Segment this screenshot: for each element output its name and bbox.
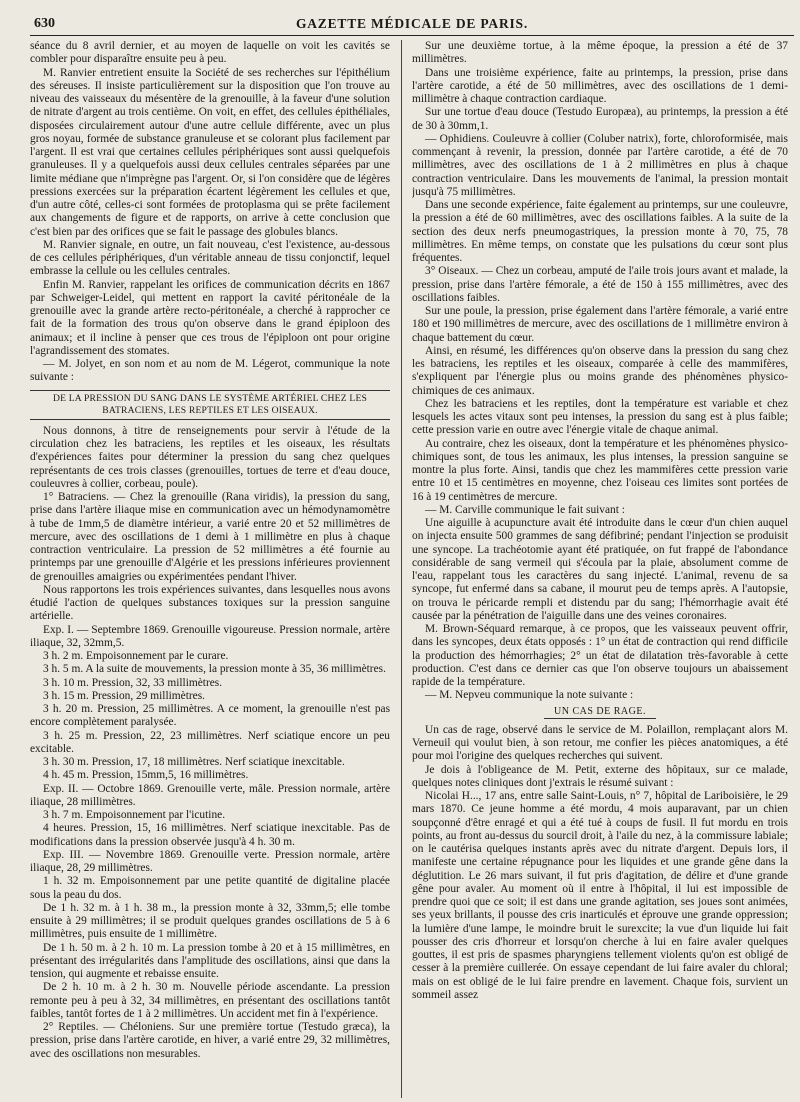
paragraph: 3 h. 20 m. Pression, 25 millimètres. A ce moment, la grenouille n'est pas encore complètement paralysée. [30,703,390,729]
page-header [30,10,794,36]
right-column [412,40,788,1100]
paragraph: Ainsi, en résumé, les différences qu'on observe dans la pression du sang chez les batraciens, les reptiles et les oiseaux, comparée à celle des mammifères, s'expliquent par l'énergie plus ou moins grande des phénomènes physico-chimiques de ces animaux. [412,344,788,397]
paragraph: Exp. III. — Novembre 1869. Grenouille verte. Pression normale, artère iliaque, 28, 29 millimètres. [30,848,390,875]
paragraph: — M. Jolyet, en son nom et au nom de M. Légerot, communique la note suivante : [30,358,390,384]
paragraph: Chez les batraciens et les reptiles, dont la température est variable et chez lesquels les actes vitaux sont peu intenses, la pression du sang est à plus faible; cette pression varie en outre avec l'énergie vitale de chaque animal. [412,397,788,437]
paragraph: 4 heures. Pression, 15, 16 millimètres. Nerf sciatique inexcitable. Pas de modifications dans la pression observée jusqu'à 4 h. 30 m. [30,822,390,848]
paragraph: Un cas de rage, observé dans le service de M. Polaillon, remplaçant alors M. Verneuil qui voulut bien, à son retour, me confier les pièces anatomiques, a été pour moi l'origine des quelques recherches qui suivent. [412,723,788,763]
page-number: 630 [34,16,55,31]
paragraph: M. Ranvier signale, en outre, un fait nouveau, c'est l'existence, au-dessous de ces cellules périphériques, d'un véritable anneau de tissu conjonctif, lequel embrasse la cellule ou les cellules centrales. [30,238,390,278]
section-heading [412,705,788,718]
paragraph: Nous rapportons les trois expériences suivantes, dans lesquelles nous avons étudié l'action de quelques substances toxiques sur la pression sanguine artérielle. [30,583,390,623]
paragraph: Au contraire, chez les oiseaux, dont la température et les phénomènes physico-chimiques sont, de tous les animaux, les plus intenses, la pression sanguine se montre la plus forte. Ainsi, tandis que chez les mammifères cette pression varie entre 10 et 15 centimètres en moyenne, chez l'oiseau ces limites sont portées de 16 à 19 centimètres de mercure. [412,437,788,503]
paragraph: 3° Oiseaux. — Chez un corbeau, amputé de l'aile trois jours avant et malade, la pression, prise dans l'artère fémorale, a été de 150 à 155 millimètres, avec des oscillations faibles. [412,265,788,304]
paragraph: De 1 h. 32 m. à 1 h. 38 m., la pression monte à 32, 33mm,5; elle tombe ensuite à 29 millimètres; il se produit quelques grandes oscillations de 5 à 6 millimètres, puis ensuite de 1 millimètre. [30,901,390,941]
paragraph: De 1 h. 50 m. à 2 h. 10 m. La pression tombe à 20 et à 15 millimètres, en présentant des irrégularités dans l'amplitude des oscillations, ainsi que dans la tension, qui augmente et rebaisse ensuite. [30,941,390,981]
journal-title: GAZETTE MÉDICALE DE PARIS. [295,16,529,31]
paragraph: — M. Nepveu communique la note suivante : [425,689,634,702]
section-heading-text: UN CAS DE RAGE. [544,706,656,719]
paragraph: 3 h. 10 m. Pression, 32, 33 millimètres. [43,676,223,689]
paragraph: 3 h. 2 m. Empoisonnement par le curare. [43,650,229,663]
column-divider [401,40,402,1098]
article-title: DE LA PRESSION DU SANG DANS LE SYSTÈME ARTÉRIEL CHEZ LES BATRACIENS, LES REPTILES ET LES OISEAUX. [30,390,390,420]
paragraph: Je dois à l'obligeance de M. Petit, externe des hôpitaux, sur ce malade, quelques notes cliniques dont j'extrais le résumé suivant : [412,763,788,789]
paragraph: Sur une deuxième tortue, à la même époque, la pression a été de 37 millimètres. [412,40,788,66]
paragraph: Une aiguille à acupuncture avait été introduite dans le cœur d'un chien auquel on injecta ensuite 500 grammes de sang défibriné; pendant l'injection se produisit une syncope. La trachéotomie ayant été pratiquée, on fut frappé de l'abondance considérable de sang vermeil qui s'écoula par la plaie, absolument comme de l'eau, rappelant tous les caractères du sang injecté. L'animal, revenu de sa syncope, fut enfermé dans sa cabane, il mourut peu de temps après. A l'autopsie, on trouva le péricarde rempli et distendu par du sang; l'hémorrhagie avait été causée par la pénétration de l'aiguille dans une des veines coronaires. [412,517,788,622]
paragraph: Dans une seconde expérience, faite également au printemps, sur une couleuvre, la pression a été de 60 millimètres, avec des oscillations faibles. A la suite de la section des deux nerfs pneumogastriques, la pression monte à 70, 75, 78 millimètres. En même temps, on constate que les pulsations du cœur sont plus fréquentes. [412,199,788,264]
paragraph: Dans une troisième expérience, faite au printemps, la pression, prise dans l'artère carotide, a été de 50 millimètres, avec des oscillations de 1 demi-millimètre à chaque contraction cardiaque. [412,66,788,105]
left-column [30,40,390,1100]
paragraph: 3 h. 15 m. Pression, 29 millimètres. [43,689,205,702]
paragraph: Exp. II. — Octobre 1869. Grenouille verte, mâle. Pression normale, artère iliaque, 28 millimètres. [30,782,390,808]
paragraph: 3 h. 5 m. A la suite de mouvements, la pression monte à 35, 36 millimètres. [43,663,386,676]
paragraph: séance du 8 avril dernier, et au moyen de laquelle on voit les cavités se combler pour disparaître ensuite peu à peu. [30,40,390,66]
paragraph: M. Brown-Séquard remarque, à ce propos, que les vaisseaux peuvent offrir, dans les syncopes, deux états opposés : 1° un état de contraction qui rend difficile la production des hémorrhagies; 2° un état de dilatation très-favorable à cette production. C'est dans ce dernier cas que l'on observe toujours un abaissement rapide de la température. [412,623,788,688]
paragraph: — Ophidiens. Couleuvre à collier (Coluber natrix), forte, chloroformisée, mais commençant à revenir, la pression, donnée par l'artère carotide, a été de 70 millimètres, avec des oscillations de 1 à 2 millimètres en plus à chaque contraction ventriculaire. Dans les mouvements de l'animal, la pression montait jusqu'à 75 millimètres. [412,132,788,198]
paragraph: Nicolai H..., 17 ans, entre salle Saint-Louis, n° 7, hôpital de Lariboisière, le 29 mars 1870. Ce jeune homme a été mordu, 4 mois auparavant, par un chien soupçonné d'être enragé et qui a été tué à coups de fusil. Il fut mordu en trois points, au front au-dessus du sourcil droit, à l'aile du nez, à la commissure labiale; on le cautérisa quelques instants après avec du nitrate d'argent. Depuis lors, il manifeste une certaine répugnance pour les liquides et une grande gêne dans la déglutition. Le 26 mars suivant, il fut pris d'agitation, de délire et d'une grande gêne pour avaler. Au moment où il entre à l'hôpital, il lui est impossible de prendre quoi que ce soit; il est dans une grande agitation, ses joues sont animées, ses yeux brillants, il pousse des cris inarticulés et éprouve une grande oppression; la lumière d'une lampe, le moindre bruit le surexcite; la vue d'un liquide lui fait pousser des cris d'horreur et lorsqu'on cherche à lui en faire avaler quelques gouttes, il est pris de spasmes pharyngiens tellement violents qu'on est obligé de cesser à la première cuillerée. On essaye cependant de lui faire avaler du chloral; mais on est obligé de le lui faire prendre en lavement. Chaque fois, survient un sommeil assez [412,790,788,1001]
paragraph: 3 h. 30 m. Pression, 17, 18 millimètres. Nerf sciatique inexcitable. [43,756,345,769]
paragraph: Sur une poule, la pression, prise également dans l'artère fémorale, a varié entre 180 et 190 millimètres de mercure, avec des oscillations de 1 millimètre environ à chaque battement du cœur. [412,305,788,344]
paragraph: 3 h. 25 m. Pression, 22, 23 millimètres. Nerf sciatique encore un peu excitable. [30,729,390,755]
paragraph: Nous donnons, à titre de renseignements pour servir à l'étude de la circulation chez les batraciens, les reptiles et les oiseaux, les résultats d'expériences faites pour déterminer la pression du sang chez quelques représentants de ces trois classes (grenouilles, tortues de terre et d'eau douce, couleuvres à collier, corbeau, poule). [30,424,390,490]
paragraph: 1 h. 32 m. Empoisonnement par une petite quantité de digitaline placée sous la peau du dos. [30,875,390,901]
paragraph: Enfin M. Ranvier, rappelant les orifices de communication décrits en 1867 par Schweiger-Leidel, qui mettent en rapport la cavité péritonéale de la grenouille avec la grande artère recto-péritonéale, a cherché à rapprocher ce fait de la formation des trous qu'on observe dans le grand épiploon des animaux; et il incline à penser que ces trous de l'épiploon ont pour origine l'agrandissement des stomates. [30,278,390,357]
paragraph: De 2 h. 10 m. à 2 h. 30 m. Nouvelle période ascendante. La pression remonte peu à peu à 32, 34 millimètres, en présentant des oscillations tantôt faibles, tantôt fortes de 1 à 2 millimètres. Un accident met fin à l'expérience. [30,981,390,1020]
paragraph: 4 h. 45 m. Pression, 15mm,5, 16 millimètres. [43,769,249,782]
paragraph: Exp. I. — Septembre 1869. Grenouille vigoureuse. Pression normale, artère iliaque, 32, 32mm,5. [30,623,390,649]
paragraph: 3 h. 7 m. Empoisonnement par l'icutine. [43,809,226,822]
paragraph: 2° Reptiles. — Chéloniens. Sur une première tortue (Testudo græca), la pression, prise dans l'artère carotide, en hiver, a varié entre 29, 32 millimètres, avec des oscillations non mesurables. [30,1021,390,1060]
paragraph: — M. Carville communique le fait suivant : [425,503,625,516]
paragraph: Sur une tortue d'eau douce (Testudo Europæa), au printemps, la pression a été de 30 à 30mm,1. [412,106,788,132]
paragraph: M. Ranvier entretient ensuite la Société de ses recherches sur l'épithélium des séreuses. Il insiste particulièrement sur la disposition que l'on trouve au niveau des vaisseaux du mésentère de la grenouille, à la faveur d'une solution de nitrate d'argent au trois centième. On voit, en effet, des cellules épithéliales, disposées circulairement autour d'une autre cellule différente, avec un plus gros noyau, formée de substance granuleuse et se colorant plus facilement par l'argent. Il est vrai que certaines cellules périphériques sont aussi quelquefois granuleuses. Il y a quelquefois aussi deux cellules centrales séparées par une limite médiane que n'imprègne pas l'argent. Or, si l'on considère que de légères pressions exercées sur la préparation écartent légèrement les cellules et que, d'un autre côté, celles-ci sont formées de protoplasma qui se prête facilement aux changements de figure et de rapports, on arrive à cette conclusion que c'est bien par des orifices que se fait le passage des globules blancs. [30,66,390,238]
paragraph: 1° Batraciens. — Chez la grenouille (Rana viridis), la pression du sang, prise dans l'artère iliaque mise en communication avec un hémodynamomètre à tube de 1mm,5 de diamètre intérieur, a varié entre 20 et 52 millimètres de mercure, avec des oscillations de 1 demi à 1 millimètre en plus à chaque contraction ventriculaire. La pression de 52 millimètres a été fournie au printemps par une grenouille d'Algérie et les pressions inférieures proviennent de grenouilles amaigries ou expérimentées pendant l'hiver. [30,491,390,583]
